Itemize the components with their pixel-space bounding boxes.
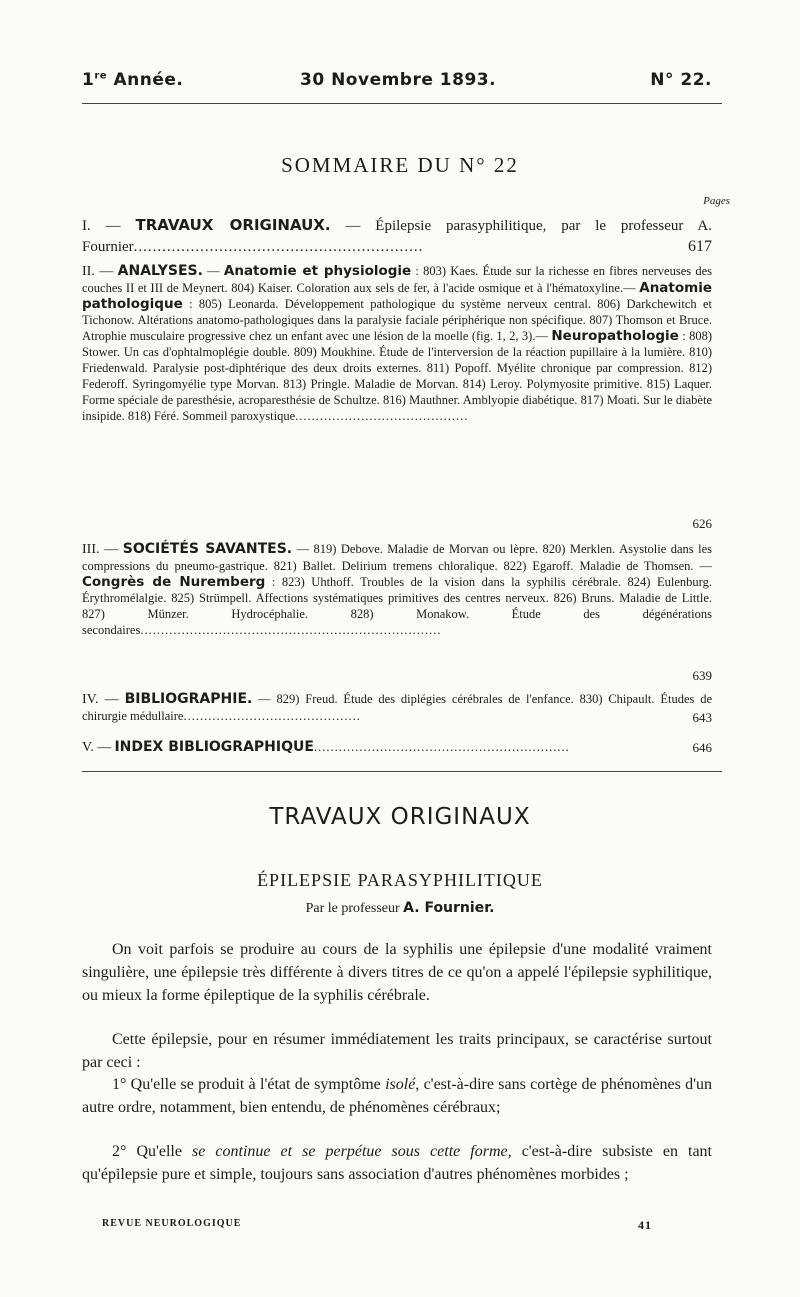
issue-date: 30 Novembre 1893. xyxy=(300,70,497,90)
sommaire-title: SOMMAIRE DU N° 22 xyxy=(281,153,519,177)
sommaire-entry-3: III. — SOCIÉTÉS SAVANTES. — 819) Debove. Maladie de Morvan ou lèpre. 820) Merklen. Asystolie dans les compressions du pneumo-gastrique. 821) Ballet. Delirium tremens chloralique. 822) Egaroff. Maladie de Thomsen. — Congrès de Nuremberg : 823) Uhthoff. Troubles de la vision dans la syphilis cérébrale. 824) Eulenburg. Érythromélalgie. 825) Strümpell. Affections systématiques primitives des centres nerveux. 826) Bruns. Maladie de Little. 827) Münzer. Hydrocéphalie. 828) Monakow. Étude des dégénérations secondaires......................................................................... xyxy=(82,541,712,637)
article-title: ÉPILEPSIE PARASYPHILITIQUE xyxy=(257,870,543,890)
page-number: 41 xyxy=(638,1218,652,1232)
issue-number: N° 22. xyxy=(650,70,712,90)
sommaire-page-2: 626 xyxy=(692,516,712,531)
header-rule xyxy=(82,103,722,104)
paragraph-2: Cette épilepsie, pour en résumer immédiatement les traits principaux, se caractérise surtout par ceci : xyxy=(82,1031,712,1071)
paragraph-1: On voit parfois se produire au cours de la syphilis une épilepsie d'une modalité vraiment singulière, une épilepsie très différente à divers titres de ce qu'on a appelé l'épilepsie syphilitique, ou mieux la forme épileptique de la syphilis cérébrale. xyxy=(82,941,712,1004)
paragraph-4: 2° Qu'elle se continue et se perpétue sous cette forme, c'est-à-dire subsiste en tant qu'épilepsie pure et simple, toujours sans association d'autres phénomènes morbides ; xyxy=(82,1143,712,1183)
sommaire-rule xyxy=(82,771,722,772)
section-title: TRAVAUX ORIGINAUX xyxy=(269,804,531,830)
sommaire-entry-2: II. — ANALYSES. — Anatomie et physiologie : 803) Kaes. Étude sur la richesse en fibres nerveuses des couches II et III de Meynert. 804) Kaiser. Coloration aux sels de fer, à l'acide osmique et à l'hématoxyline.— Anatomie pathologique : 805) Leonarda. Développement pathologique du système nerveux central. 806) Darkchewitch et Tichonow. Altérations anatomo-pathologiques dans la paralysie faciale périphérique non spécifique. 807) Thomson et Bruce. Atrophie musculaire progressive chez un enfant avec une lésion de la moelle (fig. 1, 2, 3).— Neuropathologie : 808) Stower. Un cas d'ophtalmoplégie double. 809) Moukhine. Étude de l'interversion de la réaction pupillaire à la lumière. 810) Friedenwald. Paralysie post-diphtérique des deux droits externes. 811) Popoff. Myélite chronique par compression. 812) Federoff. Syringomyélie type Morvan. 813) Pringle. Maladie de Morvan. 814) Leroy. Polymyosite primitive. 815) Laquer. Forme spéciale de paresthésie, acroparesthésie de Schultze. 816) Mauthner. Amblyopie diabétique. 817) Moati. Sur le diabète insipide. 818) Féré. Sommeil paroxystique.......................................... xyxy=(82,263,713,423)
sommaire-entry-1: I. — TRAVAUX ORIGINAUX. — Épilepsie parasyphilitique, par le professeur A. Fournier............................................................. xyxy=(82,216,713,255)
sommaire-entry-4: IV. — BIBLIOGRAPHIE. — 829) Freud. Étude des diplégies cérébrales de l'enfance. 830) Chipault. Études de chirurgie médullaire........................................... xyxy=(82,691,713,723)
sommaire-page-1: 617 xyxy=(688,238,712,255)
byline: Par le professeur A. Fournier. xyxy=(305,900,495,916)
sommaire-entry-5: V. — INDEX BIBLIOGRAPHIQUE.............................................................. xyxy=(82,739,570,755)
year-label: 1re Année. xyxy=(82,70,184,90)
journal-footer: REVUE NEUROLOGIQUE xyxy=(102,1218,242,1229)
paragraph-3: 1° Qu'elle se produit à l'état de symptôme isolé, c'est-à-dire sans cortège de phénomènes d'un autre ordre, notamment, bien entendu, de phénomènes cérébraux; xyxy=(82,1076,713,1116)
sommaire-page-3: 639 xyxy=(692,668,712,683)
sommaire-page-5: 646 xyxy=(692,740,712,755)
pages-label: Pages xyxy=(703,195,730,207)
sommaire-page-4: 643 xyxy=(692,710,712,725)
